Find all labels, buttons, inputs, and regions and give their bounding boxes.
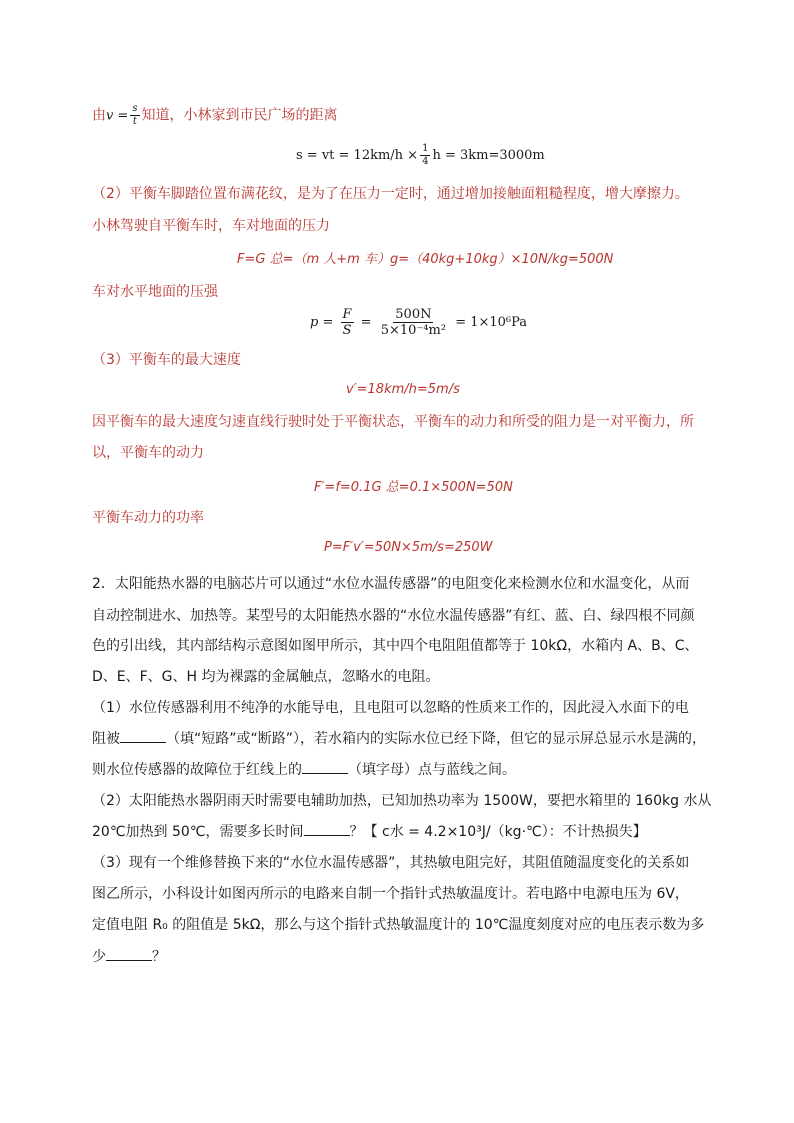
solution-power-label: 平衡车动力的功率 [92,510,204,526]
fraction-numerator: 1 [422,143,429,154]
equation-driving-force: F′=f=0.1G 总=0.1×500N=50N [314,480,513,495]
sub1-line2-suffix: （填“短路”或“断路”），若水箱内的实际水位已经下降，但它的显示屏总显示水是满的， [166,731,707,747]
intro-prefix: 由 [92,107,106,124]
solution-part3-line: （3）平衡车的最大速度 [92,352,241,368]
pressure-fraction-fs [341,308,354,337]
question2-sub3-line-1: （3）现有一个维修替换下来的“水位水温传感器”，其热敏电阻完好，其阻值随温度变化的关系如 [92,855,690,871]
question2-sub1-line-3 [92,759,516,780]
equation-power: P=F′v′=50N×5m/s=250W [324,540,493,555]
question2-sub1-line-2 [92,728,706,749]
equation-pressure [310,308,527,337]
sub1-line3-suffix: （填字母）点与蓝线之间。 [348,762,516,778]
sub1-line2-prefix: 阻被 [92,731,120,747]
answer-blank-fault-point[interactable] [302,759,348,774]
question2-sub3-line-3: 定值电阻 R₀ 的阻值是 5kΩ，那么与这个指针式热敏温度计的 10℃温度刻度对应的电压表示数为多 [92,917,705,933]
sub3-line4-suffix: ？ [152,949,166,965]
question2-sub1-line-1: （1）水位传感器利用不纯净的水能导电，且电阻可以忽略的性质来工作的，因此浸入水面下的电 [92,700,689,716]
fraction-numerator: s [132,103,138,114]
solution-balance-line-2: 以，平衡车的动力 [92,445,204,461]
eq1-lhs: s = vt = 12km/h × [296,148,419,163]
question2-sub3-line-2: 图乙所示，小科设计如图丙所示的电路来自制一个指针式热敏温度计。若电路中电源电压为 6V， [92,886,689,902]
answer-blank-heating-time[interactable] [304,821,350,836]
question2-sub3-line-4 [92,946,166,967]
sub3-line4-prefix: 少 [92,949,106,965]
solution-pressure-intro: 小林驾驶自平衡车时，车对地面的压力 [92,218,330,234]
equation-force: F=G 总=（m 人+m 车）g=（40kg+10kg）×10N/kg=500N [237,252,614,267]
answer-blank-voltage[interactable] [106,946,152,961]
answer-blank-short-open[interactable] [120,728,166,743]
pressure-equals: = [360,315,372,330]
eq1-rhs: h = 3km=3000m [432,148,545,163]
equation-distance [296,144,545,167]
pressure-fraction-values [379,308,448,337]
sub2-line2-suffix: ？【 c水 = 4.2×10³J/（kg·℃）：不计热损失】 [349,824,647,840]
equation-max-speed: v′=18km/h=5m/s [346,382,460,397]
velocity-formula-lhs: v = [106,108,129,124]
sub2-line2-prefix: 20℃加热到 50℃，需要多长时间 [92,824,304,840]
solution-line-distance-intro [92,104,338,127]
fraction-denominator: 4 [422,156,429,167]
question2-line-2: 自动控制进水、加热等。某型号的太阳能热水器的“水位水温传感器”有红、蓝、白、绿四根不同颜 [92,608,695,624]
pressure-lhs: p = [310,315,334,330]
fraction-denominator: t [132,116,137,127]
sub1-line3-prefix: 则水位传感器的故障位于红线上的 [92,762,302,778]
question2-line-3: 色的引出线，其内部结构示意图如图甲所示，其中四个电阻阻值都等于 10kΩ，水箱内 A、B、C、 [92,638,699,654]
fraction-denominator: 5×10⁻⁴m² [380,323,447,338]
question2-line-4: D、E、F、G、H 均为裸露的金属触点，忽略水的电阻。 [92,669,440,685]
fraction-numerator: F [342,307,352,322]
velocity-fraction [130,104,139,127]
pressure-rhs: = 1×10⁶Pa [455,315,528,330]
question2-line-1: 2．太阳能热水器的电脑芯片可以通过“水位水温传感器”的电阻变化来检测水位和水温变化，从而 [92,576,690,592]
intro-suffix: 知道，小林家到市民广场的距离 [141,107,338,124]
solution-balance-line-1: 因平衡车的最大速度匀速直线行驶时处于平衡状态，平衡车的动力和所受的阻力是一对平衡力，所 [92,414,694,430]
eq1-fraction [420,144,430,167]
question2-sub2-line-1: （2）太阳能热水器阴雨天时需要电辅助加热，已知加热功率为 1500W，要把水箱里的 160kg 水从 [92,793,712,809]
question2-sub2-line-2 [92,821,647,842]
solution-pressure-label: 车对水平地面的压强 [92,284,218,300]
fraction-denominator: S [342,323,352,338]
fraction-numerator: 500N [395,307,432,322]
solution-part2-line: （2）平衡车脚踏位置布满花纹，是为了在压力一定时，通过增加接触面粗糙程度，增大摩擦力。 [92,186,689,202]
